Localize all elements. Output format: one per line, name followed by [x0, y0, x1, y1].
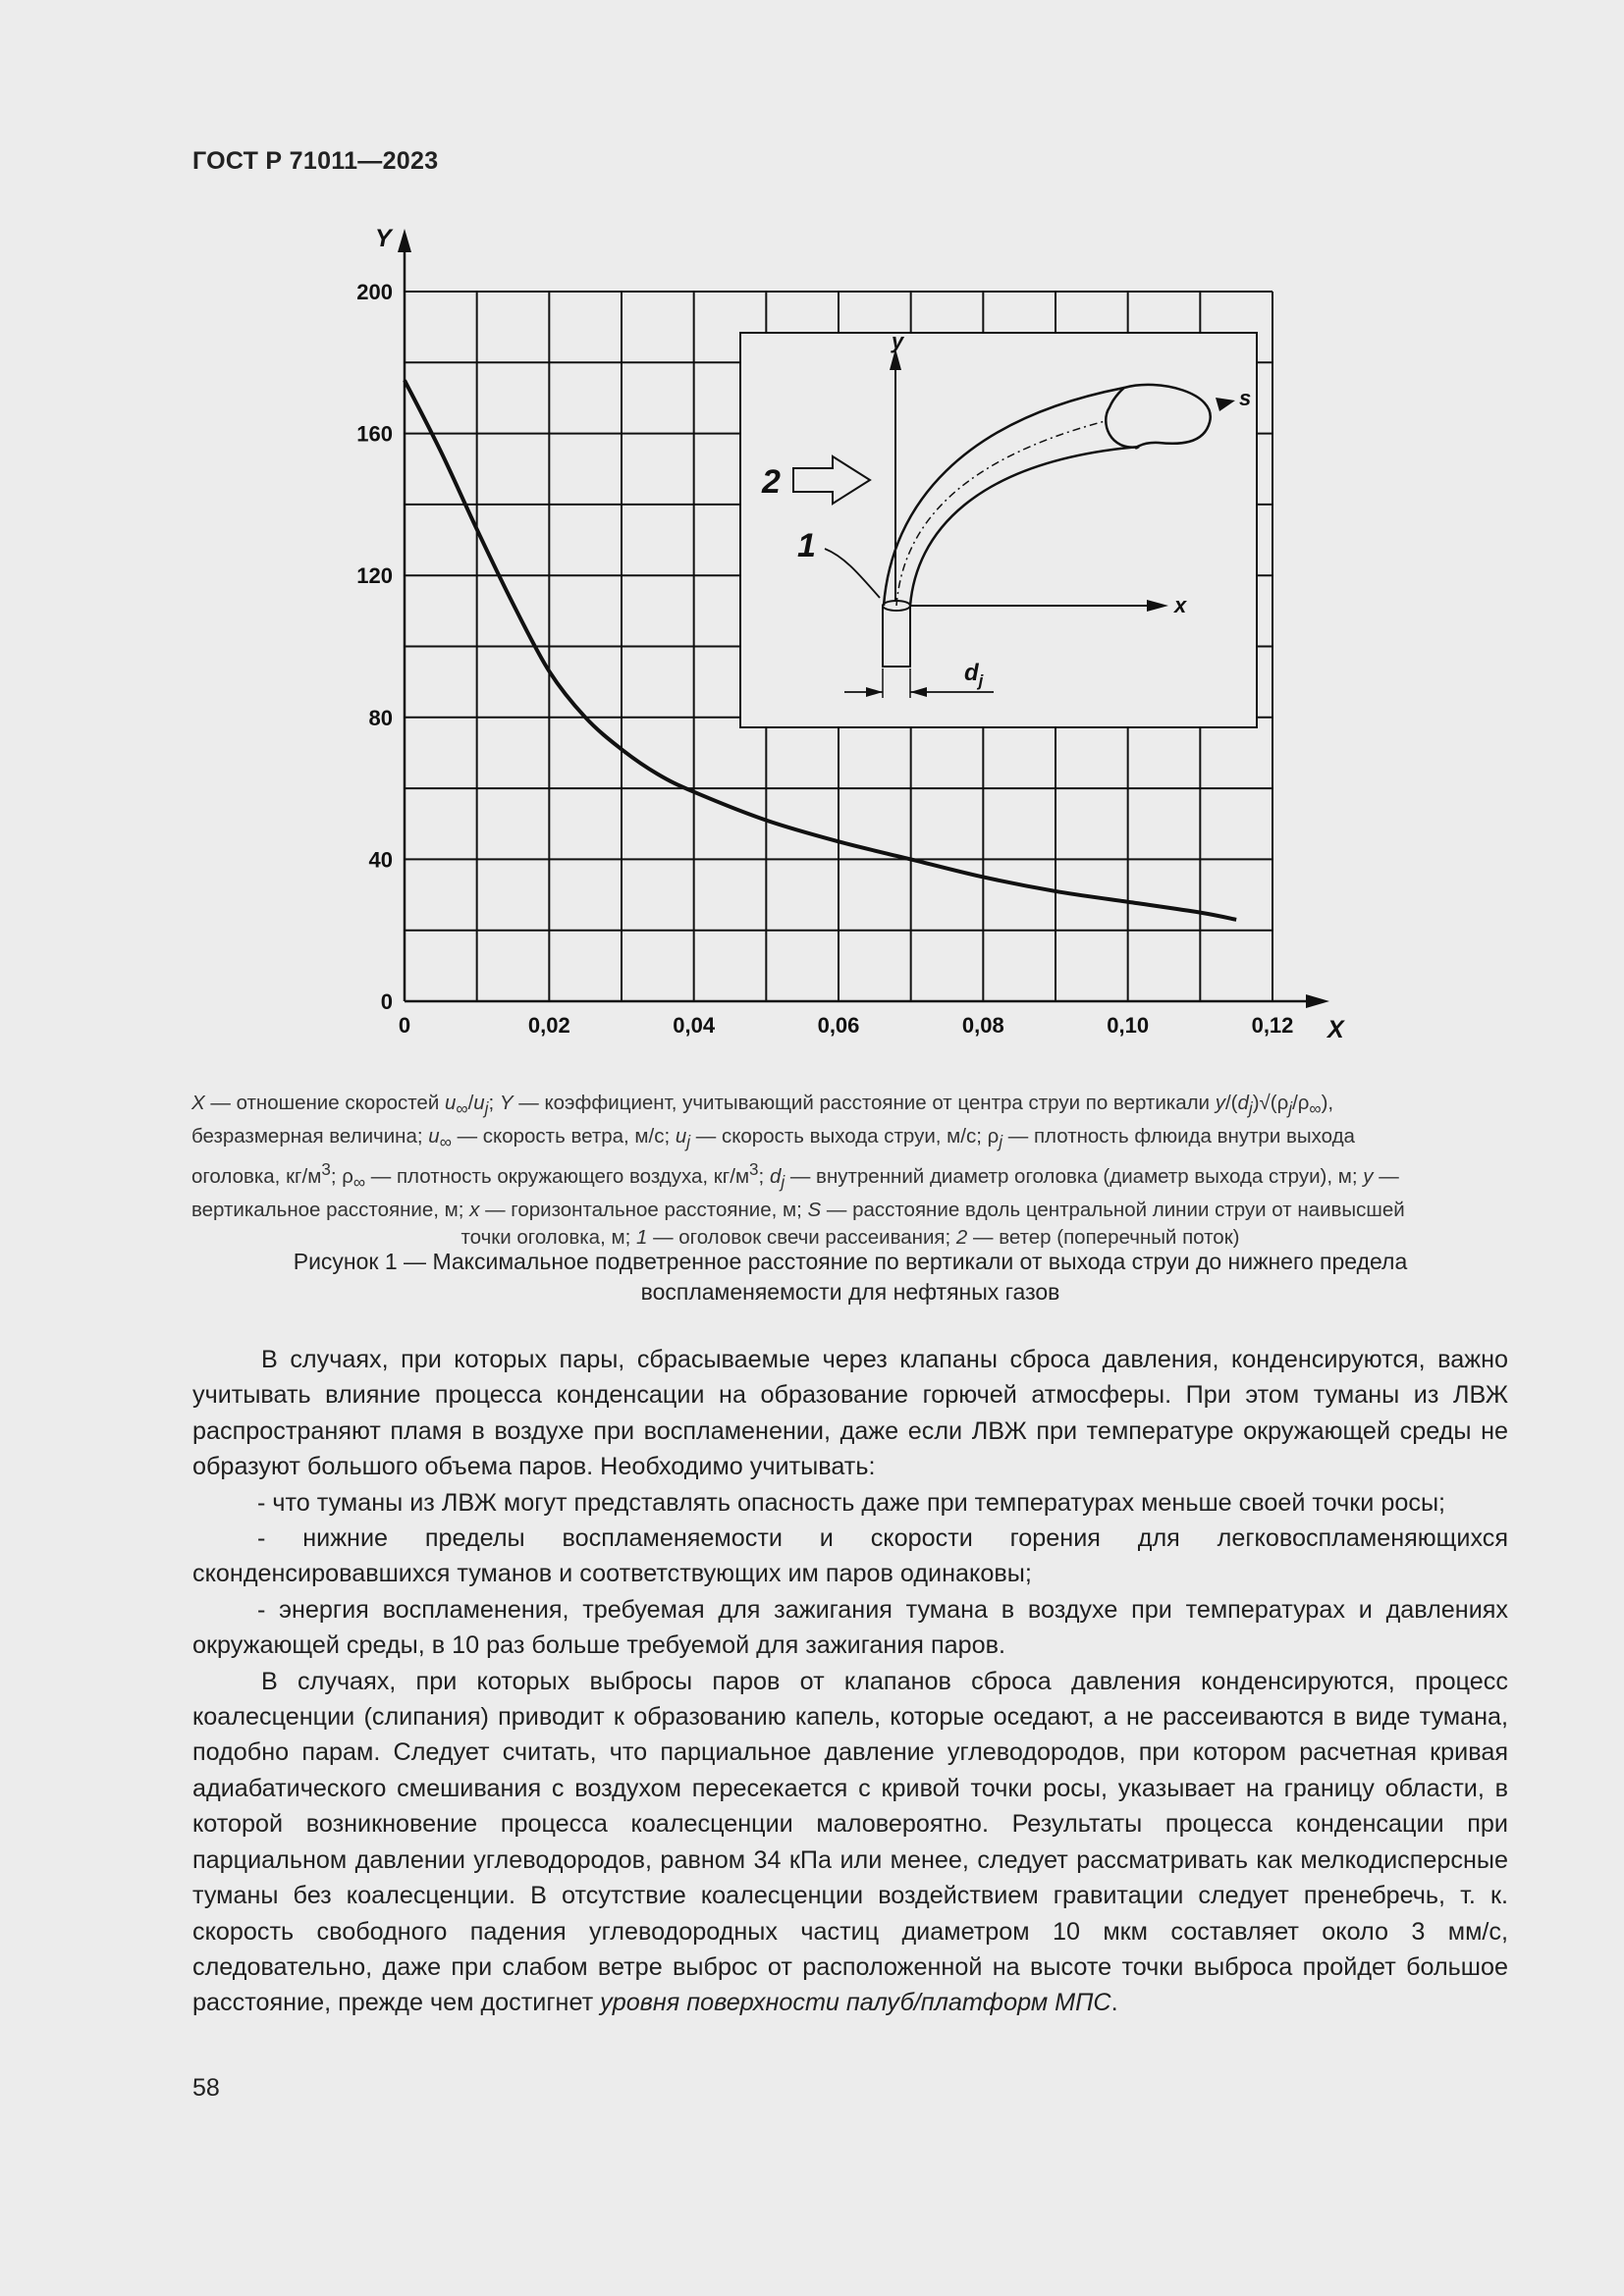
y-axis-label: Y [375, 225, 392, 252]
stack-pipe [883, 606, 910, 667]
inset-s-label: s [1239, 386, 1252, 410]
legend-line: безразмерная величина; $u_\infty$ — скорость ветра, м/с; $u_j$ — скорость выхода струи, м/с; $\rho_j$ — плотность флюида внутри выхода [191, 1125, 1355, 1152]
x-tick-label: 0,12 [1251, 1013, 1294, 1038]
y-tick-label: 200 [356, 280, 393, 304]
legend-line: X — отношение скоростей $u_\infty/u_j$; Y — коэффициент, учитывающий расстояние от центра струи по вертикали $y/(d_j)√(\rho_j/\rho_\infty)$, [191, 1092, 1334, 1119]
x-tick-label: 0,06 [817, 1013, 860, 1038]
y-tick-label: 40 [368, 847, 393, 873]
x-tick-label: 0,10 [1107, 1013, 1150, 1038]
inset-y-label: y [892, 329, 904, 353]
label-2: 2 [762, 463, 781, 501]
x-tick-label: 0,04 [673, 1013, 716, 1038]
paragraph-italic: уровня поверхности палуб/платформ МПС [600, 1989, 1111, 2017]
chart [334, 211, 1355, 1055]
x-axis-arrowhead [1306, 994, 1329, 1008]
document-header: ГОСТ Р 71011—2023 [192, 147, 439, 175]
legend-line: вертикальное расстояние, м; x — горизонтальное расстояние, м; S — расстояние вдоль центральной линии струи от наивысшей [191, 1199, 1405, 1222]
paragraph [192, 1664, 1508, 2021]
inset-diagram [740, 329, 1257, 727]
inset-x-label: x [1174, 593, 1187, 617]
body-text [192, 1342, 1508, 2021]
y-tick-label: 120 [356, 563, 393, 589]
page-number: 58 [192, 2074, 220, 2102]
x-tick-label: 0,02 [527, 1013, 570, 1038]
plume-end [1106, 385, 1210, 448]
list-item: - что туманы из ЛВЖ могут представлять опасность даже при температурах меньше своей точки росы; [257, 1488, 1446, 1517]
paragraph-end: . [1110, 1989, 1118, 2017]
dim-label: $d_j$ [964, 660, 984, 690]
paragraph-text: В случаях, при которых выбросы паров от клапанов сброса давления конденсируются, процесс коалесценции (слипания) приводит к образованию капель, которые оседают, а не рассеиваются в виде тумана, подобно парам. Следует считать, что парциальное давление углеводородов, при котором расчетная кривая адиабатического смешивания с воздухом пересекается с кривой точки росы, указывает на границу области, в которой возникновение процесса коалесценции маловероятно. Результаты процесса конденсации при парциальном давлении углеводородов, равном 34 кПа или менее, следует рассматривать как мелкодисперсные туманы без коалесценции. В отсутствие коалесценции воздействием гравитации следует пренебречь, т. к. скорость свободного падения углеводородных частиц диаметром 10 мкм составляет около 3 мм/с, следовательно, даже при слабом ветре выброс от расположенной на высоте точки выброса пройдет большое расстояние, прежде чем достигнет [192, 1667, 1508, 2017]
x-tick-label: 0,08 [961, 1013, 1004, 1038]
caption-line-1: Рисунок 1 — Максимальное подветренное расстояние по вертикали от выхода струи до нижнего предела [293, 1249, 1408, 1274]
y-tick-label: 80 [368, 705, 393, 730]
y-tick-label: 0 [380, 989, 393, 1014]
list-item: - нижние пределы воспламеняемости и скорости горения для легковоспламеняющихся сконденсировавшихся туманов и соответствующих им паров одинаковы; [192, 1524, 1508, 1588]
y-axis-arrowhead [398, 229, 411, 252]
caption-line-2: воспламеняемости для нефтяных газов [640, 1279, 1060, 1305]
y-tick-label: 160 [356, 421, 393, 447]
x-axis-label: X [1327, 1016, 1344, 1043]
figure-caption [191, 1247, 1509, 1308]
paragraph: В случаях, при которых пары, сбрасываемые через клапаны сброса давления, конденсируются, важно учитывать влияние процесса конденсации на образование горючей атмосферы. При этом туманы из ЛВЖ распространяют пламя в воздухе при воспламенении, даже если ЛВЖ при температуре окружающей среды не образуют большого объема паров. Необходимо учитывать: [192, 1346, 1508, 1481]
legend-line: точки оголовка, м; 1 — оголовок свечи рассеивания; 2 — ветер (поперечный поток) [460, 1226, 1240, 1250]
x-tick-label: 0 [398, 1013, 411, 1038]
legend-line: оголовка, $кг/м^3$; $\rho_\infty$ — плотность окружающего воздуха, $кг/м^3$; $d_j$ — внутренний диаметр оголовка (диаметр выхода струи), м; y — [191, 1160, 1399, 1193]
label-1: 1 [797, 527, 816, 564]
figure-legend [191, 1090, 1509, 1252]
list-item: - энергия воспламенения, требуемая для зажигания тумана в воздухе при температурах и давлениях окружающей среды, в 10 раз больше требуемой для зажигания паров. [192, 1595, 1508, 1660]
